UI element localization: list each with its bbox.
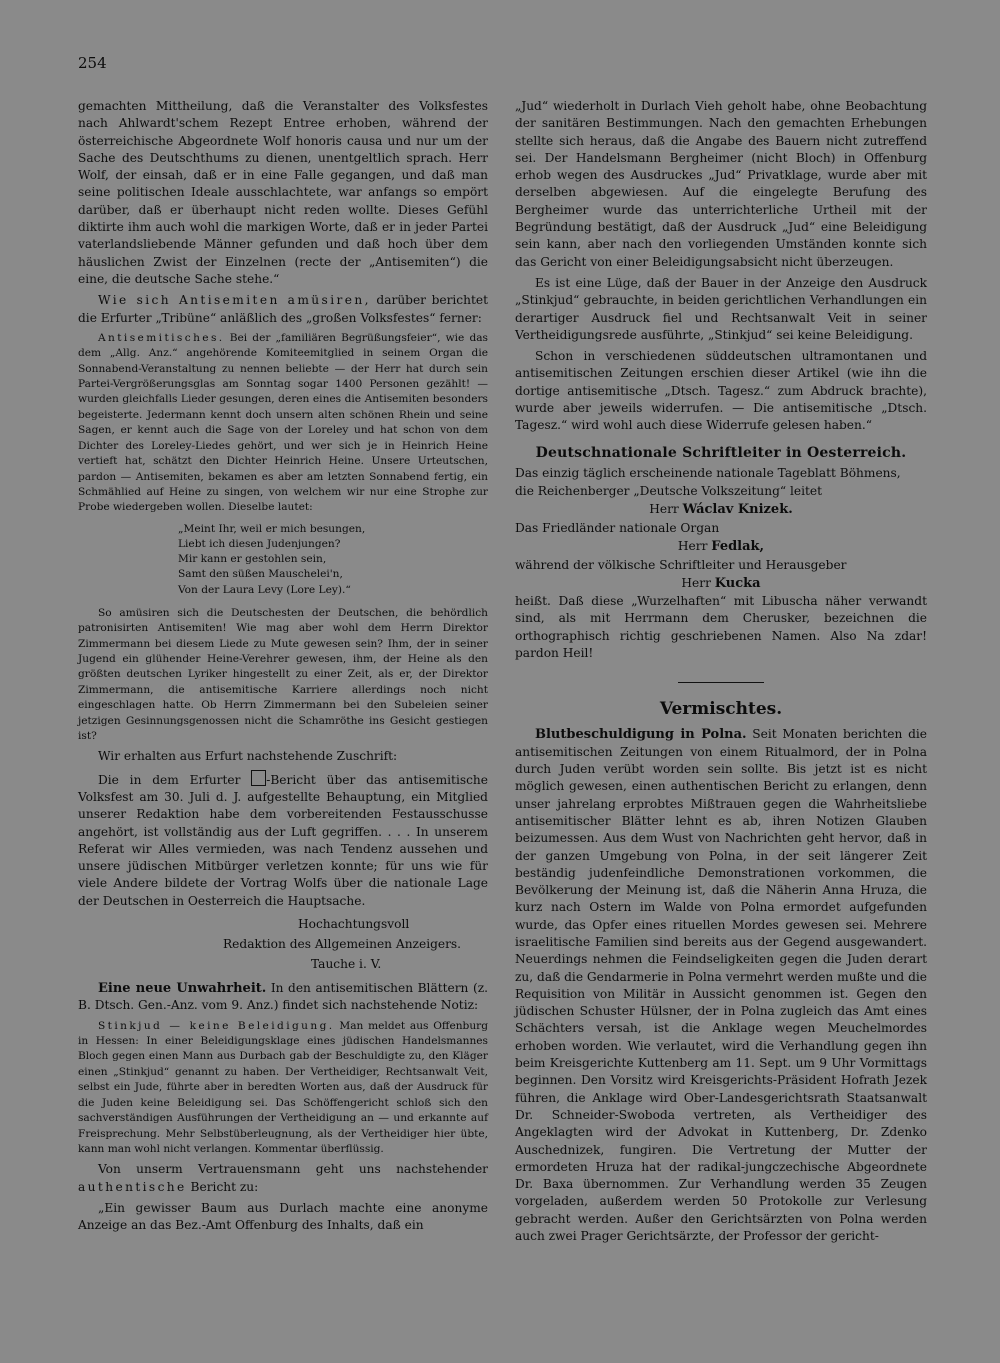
signature-closing: Hochachtungsvoll [298,917,410,932]
paragraph: heißt. Daß diese „Wurzelhaften“ mit Libuscha näher verwandt sind, als mit Herrmann dem Cherusker, bezeichnen die orthographisch richtig geschriebenen Namen. Also Na zdar! pardon Heil! [515,593,927,660]
poem-line: Samt den süßen Mauschelei'n, [178,568,343,581]
signature-org: Redaktion des Allgemeinen Anzeigers. [223,937,462,952]
poem-line: Mir kann er gestohlen sein, [178,553,327,566]
section-heading: Deutschnationale Schriftleiter in Oesterreich. [535,444,907,461]
text-line: Das einzig täglich erscheinende nationale Tageblatt Böhmens, [515,465,901,480]
spaced-lead: Stinkjud — keine Beleidigung. [98,1019,335,1032]
section-title: Vermischtes. [659,699,783,720]
page-number: 254 [78,54,107,72]
right-column [515,98,927,1249]
paragraph: So amüsiren sich die Deutschesten der Deutschen, die behördlich patronisirten Antisemiten! Wie mag aber wohl dem Herrn Direktor Zimmermann bei diesem Liede zu Mute gewesen sein? Ihm, der in seiner Jugend ein glühender Heine-Verehrer gewesen, ihm, der Heine als den größten deutschen Lyriker hingestellt zu einer Zeit, als er, der Direktor Zimmermann, die antisemitische Karriere allerdings noch nicht eingeschlagen hatte. Ob Herrn Zimmermann bei den Subeleien seiner jetzigen Gesinnungsgenossen nicht die Schamröthe ins Gesicht gestiegen ist? [78,606,488,742]
paragraph: „Ein gewisser Baum aus Durlach machte eine anonyme Anzeige an das Bez.-Amt Offenburg des Inhalts, daß ein [78,1200,488,1233]
poem-stanza [178,522,488,598]
paragraph: Wir erhalten aus Erfurt nachstehende Zuschrift: [98,749,398,764]
paragraph: Es ist eine Lüge, daß der Bauer in der Anzeige den Ausdruck „Stinkjud“ gebrauchte, in beiden gerichtlichen Verhandlungen ein derartiger Ausdruck fiel und Rechtsanwalt Veit in seiner Vertheidigungsrede ausführte, „Stinkjud“ sei keine Beleidigung. [515,275,927,342]
poem-line: Liebt ich diesen Judenjungen? [178,537,341,550]
paragraph: Von unserm Vertrauensmann geht uns nachstehender authentische Bericht zu: [78,1162,488,1194]
paragraph: Blutbeschuldigung in Polna. Seit Monaten berichten die antisemitischen Zeitungen von einem Ritualmord, der in Polna durch Juden verübt worden sein sollte. Bis jetzt ist es nicht möglich gewesen, einen authentischen Bericht zu erlangen, denn unser jahrelang erprobtes Mißtrauen gegen die Wahrheitsliebe antisemitischer Blätter lehnt es ab, ihren Notizen Glauben beizumessen. Aus dem Wust von Nachrichten geht hervor, daß in der ganzen Umgebung von Polna, in der seit längerer Zeit beständig judenfeindliche Demonstrationen vorkommen, die Bevölkerung der Meinung ist, daß die Näherin Anna Hruza, die kurz nach Ostern im Walde von Polna ermordet aufgefunden wurde, das Opfer eines rituellen Mordes gewesen sei. Mehrere israelitische Familien sind bereits aus der Gegend ausgewandert. Neuerdings nehmen die Feindseligkeiten gegen die Juden derart zu, daß die Gendarmerie in Polna vermehrt werden mußte und die Requisition von Militär in Aussicht genommen ist. Gegen den jüdischen Schuster Hülsner, der in Polna zugleich das Amt eines Schächters versah, ist die Anklage wegen Meuchelmordes erhoben worden. Wie verlautet, wird die Verhandlung gegen ihn beim Kreisgerichte Kuttenberg am 11. Sept. um 9 Uhr Vormittags beginnen. Den Vorsitz wird Kreisgerichts-Präsident Hofrath Jezek führen, die Anklage wird Ober-Landesgerichtsrath Staatsanwalt Dr. Schneider-Swoboda vertreten, als Vertheidiger des Angeklagten wird der Advokat in Kuttenberg, Dr. Zdenko Auschednizek, fungiren. Die Vertretung der Mutter der ermordeten Hruza hat der radikal-jungczechische Abgeordnete Dr. Baxa übernommen. Zur Verhandlung werden 35 Zeugen vorgeladen, außerdem werden 50 Protokolle zur Verlesung gebracht werden. Außer den Gerichtsärzten von Polna werden auch zwei Prager Gerichtsärzte, der Professor der gericht- [515,727,927,1244]
letter-body: Die in dem Erfurter -Bericht über das antisemitische Volksfest am 30. Juli d. J. aufgestellte Behauptung, ein Mitglied unserer Redaktion habe dem vorbereitenden Festausschusse angehört, ist vollständig aus der Luft gegriffen. . . . In unserem Referat wir Alles vermieden, was nach Tendenz aussehen und unsere jüdischen Mitbürger verletzen konnte; für uns wie für viele Andere bildete der Vortrag Wolfs über die nationale Lage der Deutschen in Oesterreich die Hauptsache. [78,770,488,910]
divider-rule [678,682,764,683]
paragraph: Wie sich Antisemiten amüsiren, darüber berichtet die Erfurter „Tribüne“ anläßlich des „großen Volksfestes“ ferner: [78,293,488,325]
left-column [78,98,488,1239]
paragraph: „Jud“ wiederholt in Durlach Vieh geholt habe, ohne Beobachtung der sanitären Bestimmungen. Nach den gemachten Erhebungen stellte sich heraus, daß die Angabe des Bauern nicht zutreffend sei. Der Handelsmann Bergheimer (nicht Bloch) in Offenburg erhob wegen des Ausdruckes „Jud“ Privatklage, wurde aber mit derselben abgewiesen. Auf die eingelegte Berufung des Bergheimer wurde das unterrichterliche Urtheil mit der Begründung bestätigt, daß der Ausdruck „Jud“ eine Beleidigung sein kann, aber nach den vorliegenden Umständen konnte sich das Gericht von einer Beleidigungsabsicht nicht überzeugen. [515,99,927,269]
letter-signature [78,914,488,974]
run-in-heading: Eine neue Unwahrheit. [98,981,267,997]
poem-line: Von der Laura Levy (Lore Ley).“ [178,583,351,596]
blank-box-glyph [251,770,266,786]
paragraph: gemachten Mittheilung, daß die Veranstalter des Volksfestes nach Ahlwardt'schem Rezept Entree erhoben, während der österreichische Abgeordnete Wolf honoris causa und nur um der Sache des Deutschthums zu dienen, unentgeltlich sprach. Herr Wolf, der einsah, daß er in eine Falle gegangen, und daß man seine politischen Ideale ausschlachtete, war anfangs so empört darüber, daß er überhaupt nicht reden wollte. Dieses Gefühl diktirte ihm auch wohl die markigen Worte, daß er in jeder Partei vaterlandsliebende Männer gefunden und daß hoch über dem häuslichen Zwist der Einzelnen (recte der „Antisemiten“) die eine, die deutsche Sache stehe.“ [78,99,488,286]
editor-name: Herr Kucka [681,575,761,591]
poem-line: „Meint Ihr, weil er mich besungen, [178,522,366,535]
spaced-lead: Antisemitisches. [98,331,225,344]
signature-name: Tauche i. V. [311,957,382,972]
paragraph: Schon in verschiedenen süddeutschen ultramontanen und antisemitischen Zeitungen erschien dieser Artikel (wie ihn die dortige antisemitische „Dtsch. Tagesz.“ zum Abdruck brachte), wurde aber jeweils widerrufen. — Die antisemitische „Dtsch. Tagesz.“ wird wohl auch diese Widerrufe gelesen haben.“ [515,349,927,433]
editor-name: Herr Fedlak, [677,538,765,554]
text-line: die Reichenberger „Deutsche Volkszeitung“ leitet [515,483,823,498]
run-in-heading: Blutbeschuldigung in Polna. [535,727,747,743]
text-line: während der völkische Schriftleiter und Herausgeber [515,557,847,572]
paragraph: Eine neue Unwahrheit. In den antisemitischen Blättern (z. B. Dtsch. Gen.-Anz. vom 9. Anz.) findet sich nachstehende Notiz: [78,981,488,1013]
text-line: Das Friedländer nationale Organ [515,520,720,535]
quoted-notice: Stinkjud — keine Beleidigung. Man meldet aus Offenburg in Hessen: In einer Beleidigungsklage eines jüdischen Handelsmannes Bloch gegen einen Mann aus Durbach gab der Beschuldigte zu, den Kläger einen „Stinkjud“ genannt zu haben. Der Vertheidiger, Rechtsanwalt Veit, selbst ein Jude, führte aber in beredten Worten aus, daß der Ausdruck für die Juden keine Beleidigung sei. Das Schöffengericht schloß sich den sachverständigen Ausführungen der Vertheidigung an — und erkannte auf Freisprechung. Mehr Selbstüberleugnung, als der Vertheidiger hier übte, kann man wohl nicht verlangen. Kommentar überflüssig. [78,1019,488,1155]
quoted-article: Antisemitisches. Bei der „familiären Begrüßungsfeier“, wie das dem „Allg. Anz.“ angehörende Komiteemitglied in seinem Organ die Sonnabend-Veranstaltung zu nennen beliebte — der Herr hat durch sein Partei-Vergrößerungsglas am Sonntag sogar 1400 Personen gezählt! — wurden gleichfalls Lieder gesungen, deren eines die Antisemiten besonders begeisterte. Jedermann kennt doch unsern alten schönen Rhein und seine Sagen, er kennt auch die Sage von der Loreley und hat schon von dem Dichter des Loreley-Liedes gehört, und wer sich je in Heinrich Heine vertieft hat, schätzt den Dichter Heinrich Heine. Unsere Urteutschen, pardon — Antisemiten, bekamen es aber am letzten Sonnabend fertig, ein Schmählied auf Heine zu singen, von welchem wir nur eine Strophe zur Probe wiedergeben wollen. Dieselbe lautet: [78,331,488,514]
spaced-lead: Wie sich Antisemiten amüsiren, [98,293,371,308]
editor-name: Herr Wáclav Knizek. [649,501,793,517]
